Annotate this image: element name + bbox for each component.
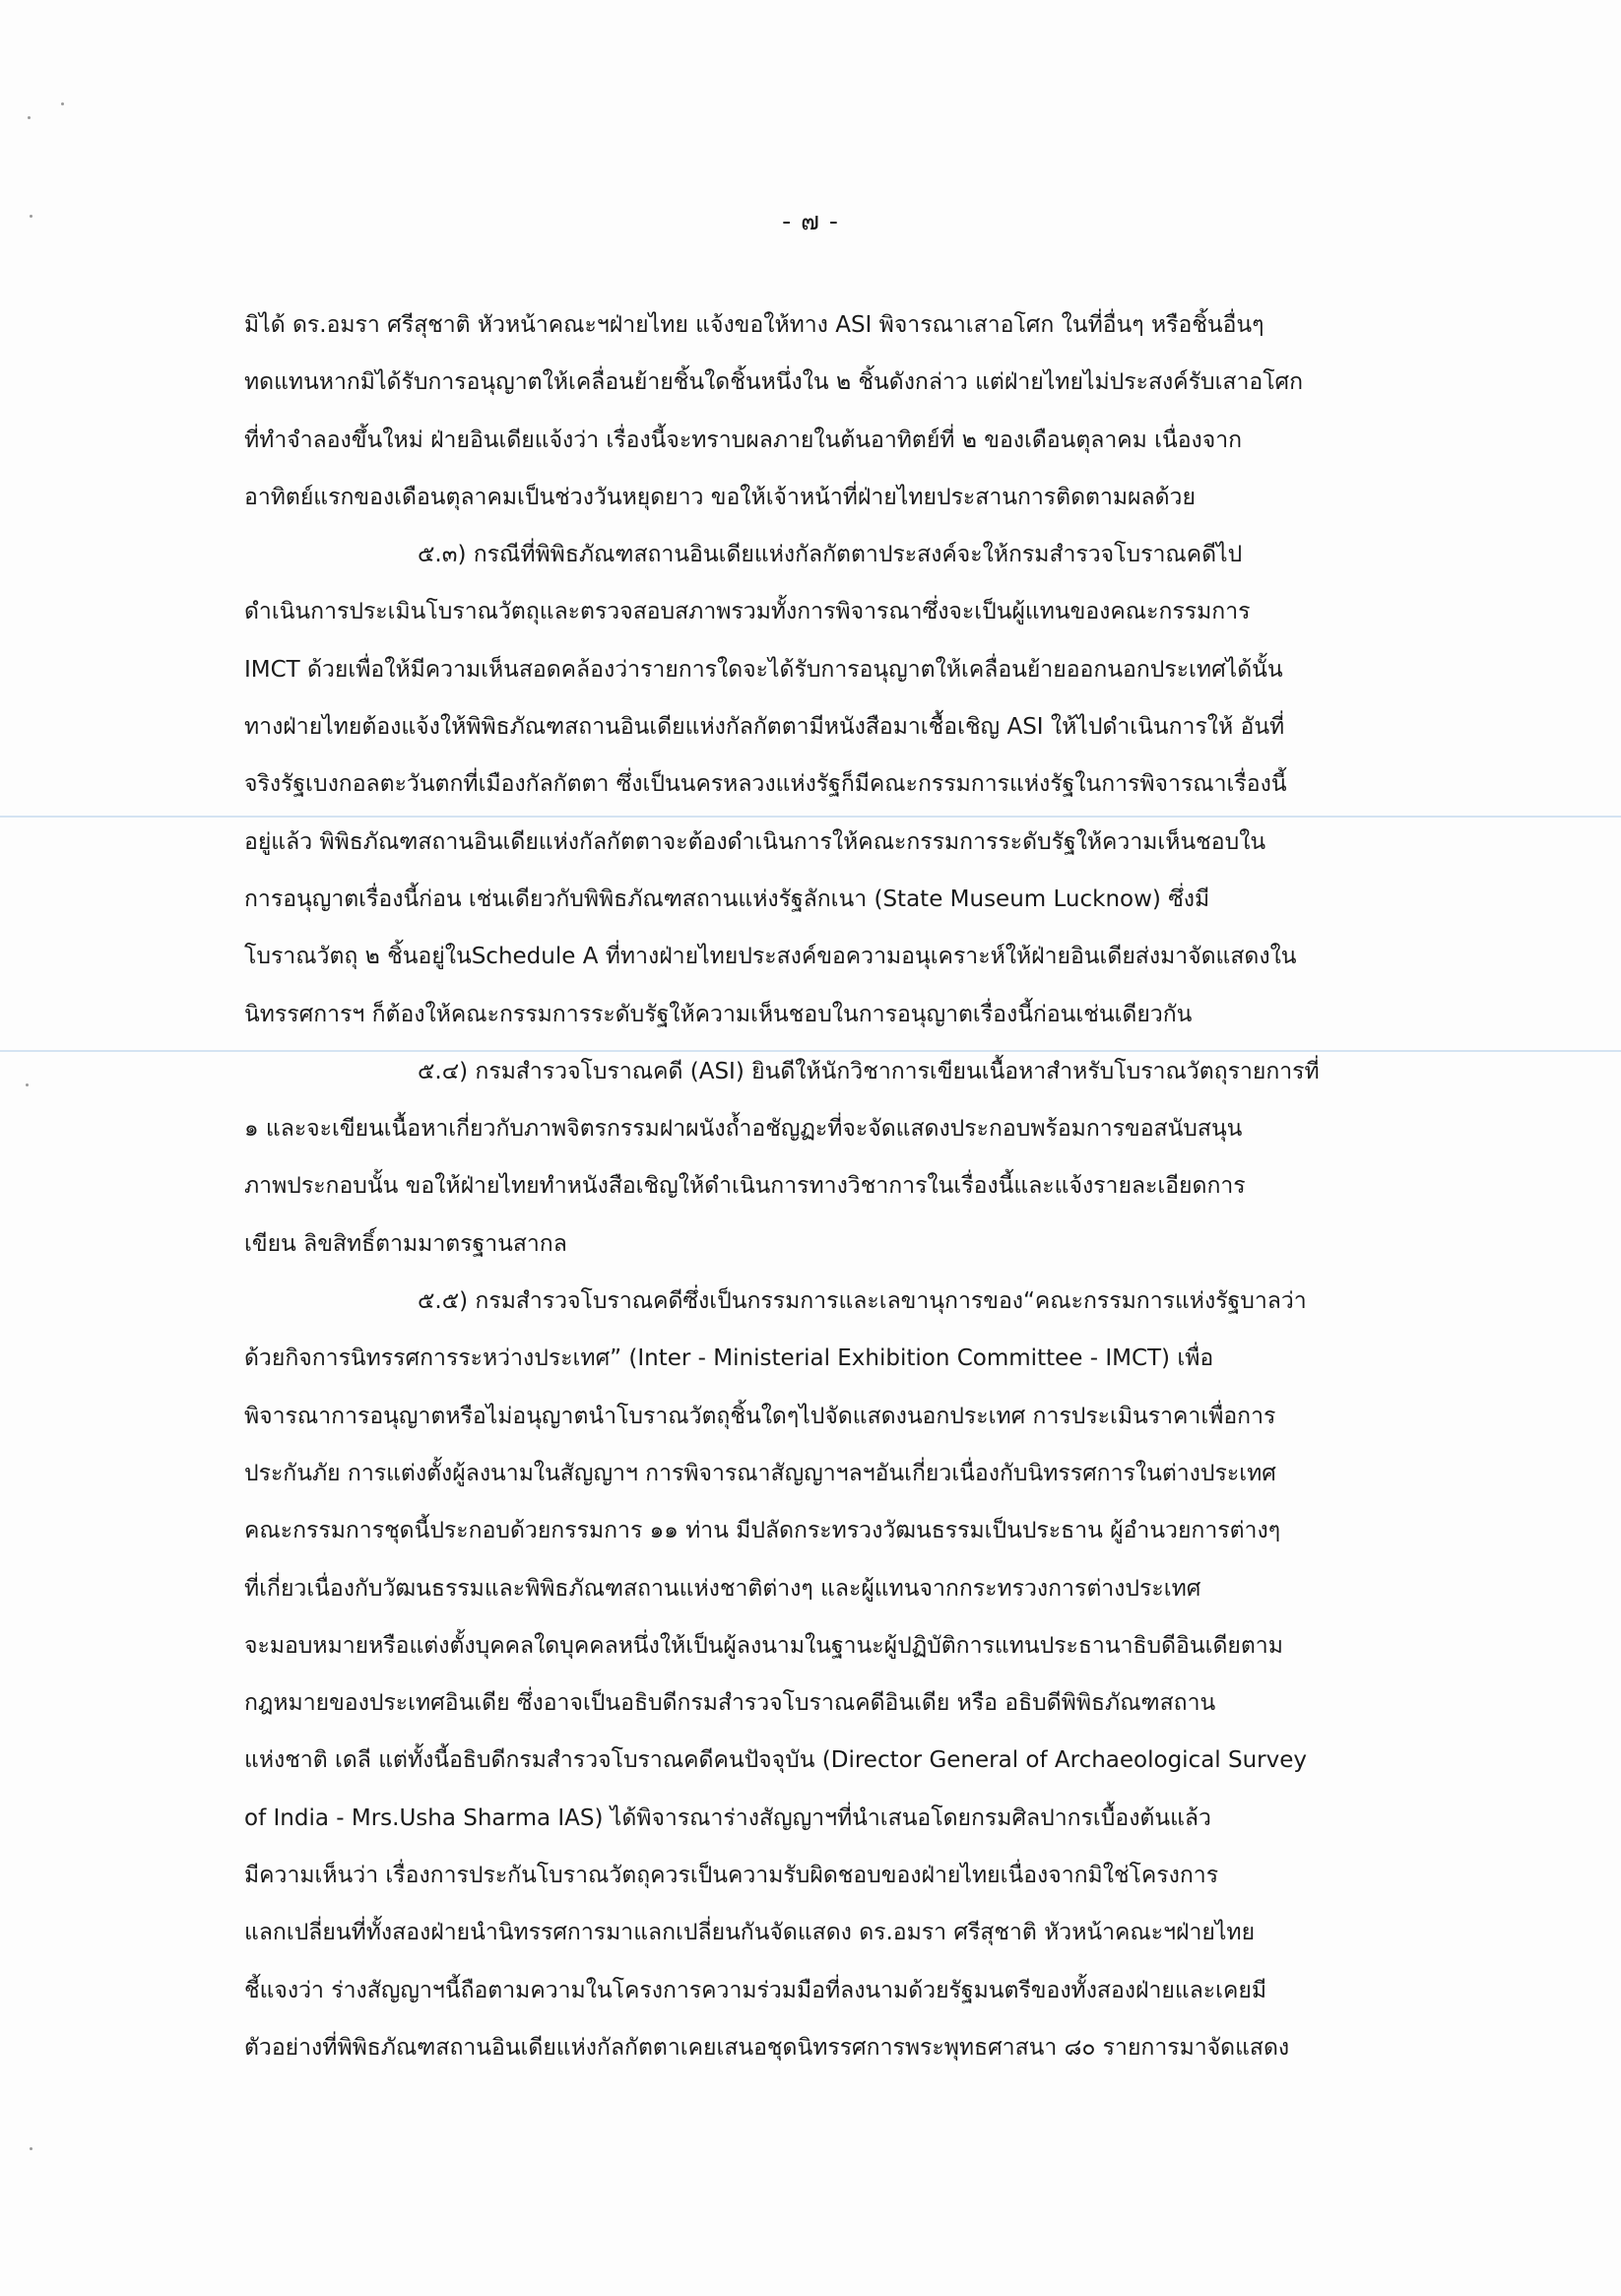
page-number: - ๗ - bbox=[782, 207, 839, 235]
scan-speck bbox=[28, 116, 31, 119]
text-line: อาทิตย์แรกของเดือนตุลาคมเป็นช่วงวันหยุดยาว ขอให้เจ้าหน้าที่ฝ่ายไทยประสานการติดตามผลด้วย bbox=[244, 484, 1196, 510]
text-line: of India - Mrs.Usha Sharma IAS) ได้พิจารณาร่างสัญญาฯที่นำเสนอโดยกรมศิลปากรเบื้องต้นแล้ว bbox=[244, 1804, 1211, 1831]
text-line: ประกันภัย การแต่งตั้งผู้ลงนามในสัญญาฯ การพิจารณาสัญญาฯลฯอันเกี่ยวเนื่องกับนิทรรศการในต่างประเทศ bbox=[244, 1460, 1276, 1486]
text-line: นิทรรศการฯ ก็ต้องให้คณะกรรมการระดับรัฐให้ความเห็นชอบในการอนุญาตเรื่องนี้ก่อนเช่นเดียวกัน bbox=[244, 1001, 1193, 1027]
text-line: ตัวอย่างที่พิพิธภัณฑสถานอินเดียแห่งกัลกัตตาเคยเสนอชุดนิทรรศการพระพุทธศาสนา ๘๐ รายการมาจัดแสดง bbox=[244, 2034, 1290, 2061]
text-line: ดำเนินการประเมินโบราณวัตถุและตรวจสอบสภาพรวมทั้งการพิจารณาซึ่งจะเป็นผู้แทนของคณะกรรมการ bbox=[244, 599, 1251, 625]
text-line: IMCT ด้วยเพื่อให้มีความเห็นสอดคล้องว่ารายการใดจะได้รับการอนุญาตให้เคลื่อนย้ายออกนอกประเทศได้นั้น bbox=[244, 656, 1283, 683]
text-line: ๕.๓) กรณีที่พิพิธภัณฑสถานอินเดียแห่งกัลกัตตาประสงค์จะให้กรมสำรวจโบราณคดีไป bbox=[418, 542, 1243, 568]
text-line: ที่ทำจำลองขึ้นใหม่ ฝ่ายอินเดียแจ้งว่า เรื่องนี้จะทราบผลภายในต้นอาทิตย์ที่ ๒ ของเดือนตุลาคม เนื่องจาก bbox=[244, 426, 1243, 453]
text-line: แห่งชาติ เดลี แต่ทั้งนี้อธิบดีกรมสำรวจโบราณคดีคนปัจจุบัน (Director General of Archaeological Survey bbox=[244, 1747, 1308, 1774]
text-line: จะมอบหมายหรือแต่งตั้งบุคคลใดบุคคลหนึ่งให้เป็นผู้ลงนามในฐานะผู้ปฏิบัติการแทนประธานาธิบดีอินเดียตาม bbox=[244, 1632, 1283, 1659]
scan-speck bbox=[26, 1083, 29, 1086]
text-line: ด้วยกิจการนิทรรศการระหว่างประเทศ” (Inter - Ministerial Exhibition Committee - IMCT) เพื่อ bbox=[244, 1345, 1214, 1372]
text-line: เขียน ลิขสิทธิ์ตามมาตรฐานสากล bbox=[244, 1230, 567, 1257]
text-line: ๑ และจะเขียนเนื้อหาเกี่ยวกับภาพจิตรกรรมฝาผนังถ้ำอชัญฏะที่จะจัดแสดงประกอบพร้อมการขอสนับสนุน bbox=[244, 1116, 1243, 1143]
text-line: ที่เกี่ยวเนื่องกับวัฒนธรรมและพิพิธภัณฑสถานแห่งชาติต่างๆ และผู้แทนจากกระทรวงการต่างประเทศ bbox=[244, 1575, 1201, 1602]
text-line: ชี้แจงว่า ร่างสัญญาฯนี้ถือตามความในโครงการความร่วมมือที่ลงนามด้วยรัฐมนตรีของทั้งสองฝ่ายและเคยมี bbox=[244, 1977, 1267, 2003]
text-line: ภาพประกอบนั้น ขอให้ฝ่ายไทยทำหนังสือเชิญให้ดำเนินการทางวิชาการในเรื่องนี้และแจ้งรายละเอียดการ bbox=[244, 1173, 1246, 1200]
text-line: ๕.๔) กรมสำรวจโบราณคดี (ASI) ยินดีให้นักวิชาการเขียนเนื้อหาสำหรับโบราณวัตถุรายการที่ bbox=[418, 1058, 1320, 1084]
text-line: พิจารณาการอนุญาตหรือไม่อนุญาตนำโบราณวัตถุชิ้นใดๆไปจัดแสดงนอกประเทศ การประเมินราคาเพื่อการ bbox=[244, 1403, 1276, 1429]
body-text bbox=[244, 296, 1475, 2076]
text-line: การอนุญาตเรื่องนี้ก่อน เช่นเดียวกับพิพิธภัณฑสถานแห่งรัฐลักเนา (State Museum Lucknow) ซึ่งมี bbox=[244, 886, 1210, 912]
text-line: ทดแทนหากมิได้รับการอนุญาตให้เคลื่อนย้ายชิ้นใดชิ้นหนึ่งใน ๒ ชิ้นดังกล่าว แต่ฝ่ายไทยไม่ประสงค์รับเสาอโศก bbox=[244, 369, 1304, 396]
text-line: ทางฝ่ายไทยต้องแจ้งให้พิพิธภัณฑสถานอินเดียแห่งกัลกัตตามีหนังสือมาเชื้อเชิญ ASI ให้ไปดำเนินการให้ อันที่ bbox=[244, 714, 1285, 741]
text-line: คณะกรรมการชุดนี้ประกอบด้วยกรรมการ ๑๑ ท่าน มีปลัดกระทรวงวัฒนธรรมเป็นประธาน ผู้อำนวยการต่างๆ bbox=[244, 1518, 1281, 1544]
text-line: แลกเปลี่ยนที่ทั้งสองฝ่ายนำนิทรรศการมาแลกเปลี่ยนกันจัดแสดง ดร.อมรา ศรีสุชาติ หัวหน้าคณะฯฝ่ายไทย bbox=[244, 1920, 1256, 1946]
scan-speck bbox=[30, 2147, 32, 2150]
text-line: มิได้ ดร.อมรา ศรีสุชาติ หัวหน้าคณะฯฝ่ายไทย แจ้งขอให้ทาง ASI พิจารณาเสาอโศก ในที่อื่นๆ หรือชิ้นอื่นๆ bbox=[244, 312, 1264, 338]
text-line: ๕.๕) กรมสำรวจโบราณคดีซึ่งเป็นกรรมการและเลขานุการของ“คณะกรรมการแห่งรัฐบาลว่า bbox=[418, 1288, 1307, 1315]
text-line: มีความเห็นว่า เรื่องการประกันโบราณวัตถุควรเป็นความรับผิดชอบของฝ่ายไทยเนื่องจากมิใช่โครงการ bbox=[244, 1863, 1219, 1889]
text-line: โบราณวัตถุ ๒ ชิ้นอยู่ในSchedule A ที่ทางฝ่ายไทยประสงค์ขอความอนุเคราะห์ให้ฝ่ายอินเดียส่งมาจัดแสดงใน bbox=[244, 944, 1297, 970]
text-line: จริงรัฐเบงกอลตะวันตกที่เมืองกัลกัตตา ซึ่งเป็นนครหลวงแห่งรัฐก็มีคณะกรรมการแห่งรัฐในการพิจารณาเรื่องนี้ bbox=[244, 771, 1287, 798]
scan-speck bbox=[61, 102, 64, 105]
text-line: อยู่แล้ว พิพิธภัณฑสถานอินเดียแห่งกัลกัตตาจะต้องดำเนินการให้คณะกรรมการระดับรัฐให้ความเห็นชอบใน bbox=[244, 828, 1266, 855]
text-line: กฎหมายของประเทศอินเดีย ซึ่งอาจเป็นอธิบดีกรมสำรวจโบราณคดีอินเดีย หรือ อธิบดีพิพิธภัณฑสถาน bbox=[244, 1690, 1216, 1717]
